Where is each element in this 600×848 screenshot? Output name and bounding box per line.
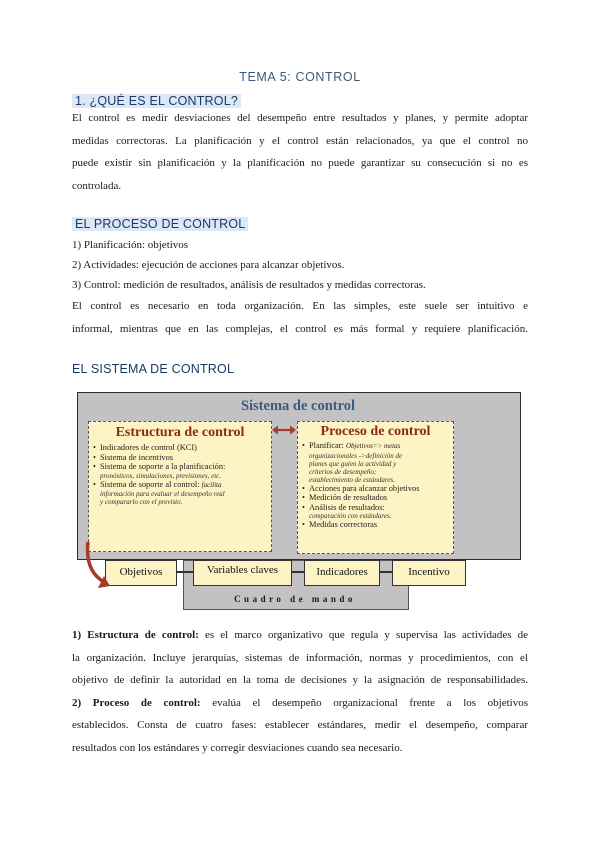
section2-paragraph: [72, 295, 528, 340]
process-item-note: criterios de desempeño;: [309, 467, 377, 476]
text-line: El control es medir desviaciones del desempeño entre resultados y planes, y permite adoptar: [72, 112, 528, 124]
process-item: • Acciones para alcanzar objetivos: [309, 484, 453, 494]
text-line: la organización. Incluye jerarquías, sistemas de información, normas y procedimientos, con el: [72, 651, 528, 664]
text-line: 2) Proceso de control: evalúa el desempeño organizacional frente a los objetivos: [72, 696, 528, 709]
structure-item: • Sistema de soporte a la planificación: pronósticos, simulaciones, previsiones, etc.: [100, 462, 271, 480]
structure-box: [88, 421, 272, 552]
section-heading-sistema: [72, 360, 234, 378]
dashboard-label: Cuadro de mando: [234, 594, 356, 604]
process-list-diagram: [298, 441, 453, 530]
kpi-box-objetivos: Objetivos: [105, 560, 177, 586]
structure-item-note: información para evaluar el desempeño real: [100, 490, 225, 499]
process-item: • Análisis de resultados: comparación con estándares.: [309, 503, 453, 521]
curved-arrow-icon: [84, 540, 112, 592]
process-item: • Medidas correctoras: [309, 520, 453, 530]
connector-arrow: [175, 571, 193, 573]
kpi-box-incentivo: Incentivo: [392, 560, 466, 586]
process-box: [297, 421, 454, 554]
structure-item-note: pronósticos, simulaciones, previsiones, etc.: [100, 471, 221, 480]
connector-arrow: [290, 571, 304, 573]
text-line: El control es necesario en toda organización. En las simples, este suele ser intuitivo e: [72, 300, 528, 312]
process-item: • Medición de resultados: [309, 493, 453, 503]
double-arrow-icon: [272, 424, 296, 436]
system-title: Sistema de control: [240, 398, 356, 414]
structure-list: [89, 443, 271, 506]
text-line: establecidos. Consta de cuatro fases: establecer estándares, medir el desempeño, comparar: [72, 719, 528, 731]
term-estructura: 1) Estructura de control:: [72, 629, 199, 641]
structure-item: • Sistema de soporte al control: facilita información para evaluar el desempeño real y compararlo con el previsto.: [100, 480, 271, 507]
list-item: 2) Actividades: ejecución de acciones para alcanzar objetivos.: [72, 259, 345, 271]
heading-text: EL PROCESO DE CONTROL: [72, 217, 248, 231]
process-item-note: comparación con estándares.: [309, 512, 392, 521]
section-heading-proceso: [72, 215, 248, 233]
heading-text: EL SISTEMA DE CONTROL: [72, 362, 235, 376]
structure-item: • Indicadores de control (KCI): [100, 443, 271, 453]
text-line: 1) Estructura de control: es el marco organizativo que regula y supervisa las actividades de: [72, 629, 529, 641]
text-line: informal, mientras que en las complejas, el control es más formal y requiere planificación.: [72, 322, 528, 335]
list-item: 3) Control: medición de resultados, análisis de resultados y medidas correctoras.: [72, 279, 426, 291]
process-item-note: establecimiento de estándares.: [309, 475, 395, 484]
process-item-note: planes que guíen la actividad y: [309, 459, 397, 468]
text-line: resultados con los estándares y corregir desviaciones cuando sea necesario.: [72, 741, 403, 754]
structure-title: Estructura de control: [115, 425, 245, 440]
text-line: puede existir sin planificación y la planificación no puede garantizar su consecución si no es: [72, 157, 528, 169]
process-item-note: organizacionales ->definición de: [309, 451, 403, 460]
kpi-box-variables: Variables claves: [193, 560, 292, 586]
connector-arrow: [378, 571, 392, 573]
list-item: 1) Planificación: objetivos: [72, 239, 189, 251]
notes-section: [72, 624, 528, 759]
process-title: Proceso de control: [320, 424, 431, 439]
structure-item-note: y compararlo con el previsto.: [100, 498, 183, 507]
section1-paragraph: [72, 107, 528, 197]
text-line: objetivo de definir la autoridad en la toma de decisiones y la asignación de responsabilidades.: [72, 674, 528, 686]
structure-item: • Sistema de incentivos: [100, 453, 271, 463]
text-line: medidas correctoras. La planificación y el control están relacionados, ya que el control no: [72, 134, 528, 147]
heading-text: 1. ¿QUÉ ES EL CONTROL?: [72, 94, 241, 108]
kpi-box-indicadores: Indicadores: [304, 560, 380, 586]
term-proceso: 2) Proceso de control:: [72, 696, 201, 709]
process-list: [72, 235, 528, 295]
page-title: TEMA 5: CONTROL: [239, 70, 361, 84]
text-line: controlada.: [72, 179, 122, 192]
process-item: • Planificar: Objetivos=> metas organizacionales ->definición de planes que guíen la actividad y criterios de desempeño; establecimiento de estándares.: [309, 441, 453, 484]
